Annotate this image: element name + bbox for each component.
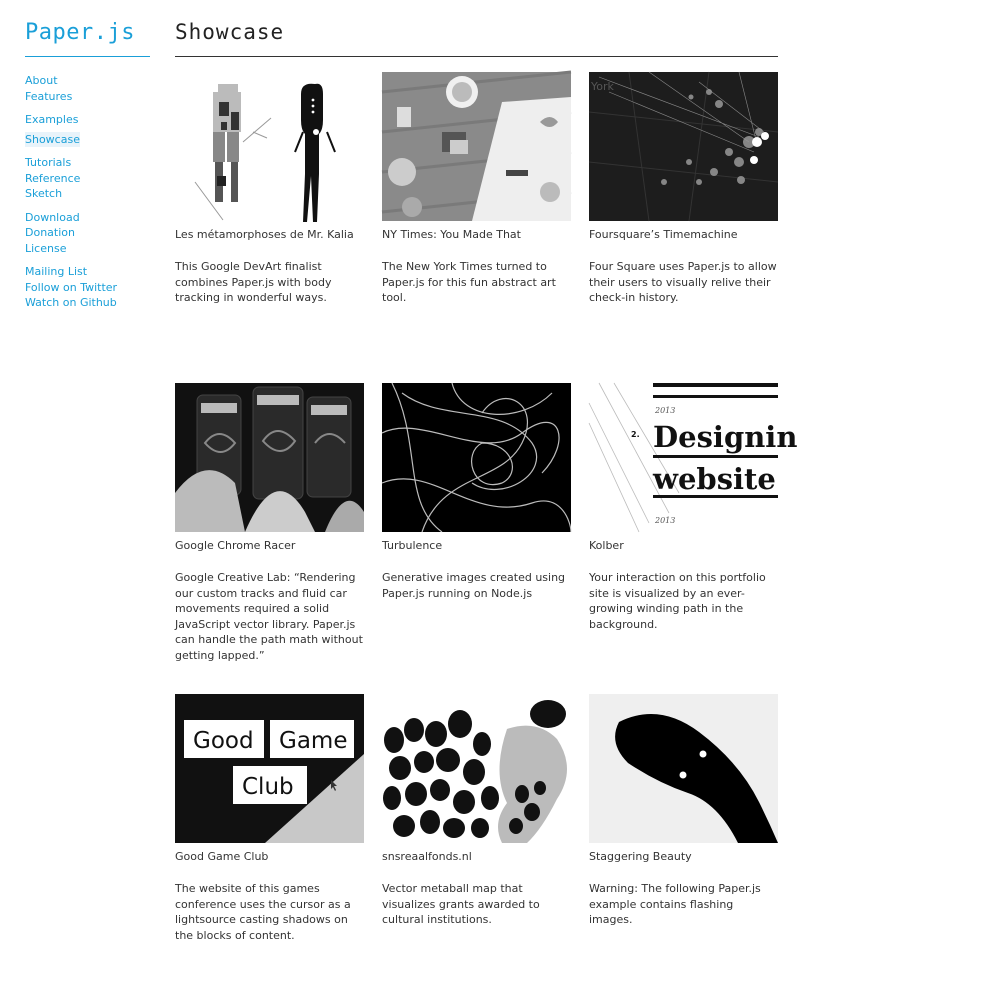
card-description: Warning: The following Paper.js example contains flashing images. — [589, 882, 761, 926]
card-description: This Google DevArt finalist combines Paper.js with body tracking in wonderful ways. — [175, 260, 332, 304]
kolber-number: 2. — [631, 430, 640, 439]
showcase-card — [382, 383, 571, 601]
card-title[interactable]: Kolber — [589, 539, 624, 552]
nav-link-license[interactable]: License — [25, 241, 67, 255]
showcase-card — [589, 694, 778, 928]
thumbnail-good-game-club[interactable] — [175, 694, 364, 843]
foursquare-map — [589, 72, 778, 221]
showcase-card — [382, 694, 571, 928]
thumbnail-kolber[interactable] — [589, 383, 798, 532]
chrome-racer-photo — [175, 383, 364, 532]
ggc-word: Good — [193, 728, 254, 754]
thumbnail-turbulence[interactable] — [382, 383, 571, 532]
logo[interactable] — [25, 20, 150, 57]
good-game-club-art — [175, 694, 364, 843]
card-description: Vector metaball map that visualizes grants awarded to cultural institutions. — [382, 882, 540, 926]
card-title[interactable]: Foursquare’s Timemachine — [589, 228, 738, 241]
logo-text[interactable]: Paper.js — [25, 20, 135, 45]
thumbnail-staggering-beauty[interactable] — [589, 694, 778, 843]
turbulence-art — [382, 383, 571, 532]
kolber-typography — [589, 383, 798, 532]
nav-link-showcase[interactable]: Showcase — [25, 132, 80, 146]
nav-group — [25, 264, 165, 311]
nav-group — [25, 112, 165, 147]
sidebar-nav — [25, 73, 165, 319]
card-title[interactable]: Turbulence — [382, 539, 443, 552]
card-description: Four Square uses Paper.js to allow their users to visually relive their check-in history. — [589, 260, 777, 304]
card-title[interactable]: NY Times: You Made That — [382, 228, 521, 241]
nav-link-tutorials[interactable]: Tutorials — [25, 156, 72, 169]
card-description: Generative images created using Paper.js running on Node.js — [382, 571, 566, 600]
nytimes-illustration — [382, 72, 571, 221]
nav-link-features[interactable]: Features — [25, 89, 73, 103]
thumbnail-snsreaalfonds[interactable] — [382, 694, 571, 843]
nav-link-mailing-list[interactable]: Mailing List — [25, 265, 88, 278]
kolber-year: 2013 — [655, 516, 676, 525]
nav-link-about[interactable]: About — [25, 74, 58, 87]
showcase-card — [175, 72, 364, 306]
card-title[interactable]: Les métamorphoses de Mr. Kalia — [175, 228, 354, 241]
nav-link-examples[interactable]: Examples — [25, 113, 79, 126]
kolber-heading: website — [653, 462, 776, 496]
nav-link-sketch[interactable]: Sketch — [25, 187, 63, 200]
ggc-word: Game — [279, 728, 348, 754]
page-title — [175, 20, 778, 57]
staggering-beauty-art — [589, 694, 778, 843]
card-title[interactable]: Google Chrome Racer — [175, 539, 296, 552]
card-title[interactable]: Good Game Club — [175, 850, 269, 863]
showcase-card — [589, 72, 778, 306]
ggc-word: Club — [242, 774, 294, 800]
nav-group — [25, 210, 165, 257]
thumbnail-kalia[interactable] — [175, 72, 364, 221]
card-description: The New York Times turned to Paper.js for this fun abstract art tool. — [382, 260, 556, 304]
nav-group — [25, 155, 165, 202]
nav-link-twitter[interactable]: Follow on Twitter — [25, 280, 118, 294]
card-description: The website of this games conference uses the cursor as a lightsource casting shadows on the blocks of content. — [175, 882, 351, 942]
showcase-card — [382, 72, 571, 306]
kalia-illustration — [175, 72, 364, 221]
card-title[interactable]: Staggering Beauty — [589, 850, 692, 863]
metaball-map — [382, 694, 571, 843]
card-title[interactable]: snsreaalfonds.nl — [382, 850, 472, 863]
nav-group — [25, 73, 165, 104]
kolber-year: 2013 — [655, 406, 676, 415]
thumbnail-foursquare[interactable] — [589, 72, 778, 221]
nav-link-reference[interactable]: Reference — [25, 171, 81, 185]
map-label: York — [591, 80, 614, 93]
card-description: Google Creative Lab: “Rendering our custom tracks and fluid car movements required a solid JavaScript vector library. Paper.js can handle the path math without getting lapped.” — [175, 571, 363, 662]
thumbnail-chrome-racer[interactable] — [175, 383, 364, 532]
kolber-heading: Designin — [653, 420, 798, 454]
nav-link-donation[interactable]: Donation — [25, 226, 75, 239]
showcase-card — [175, 694, 364, 943]
showcase-card — [175, 383, 364, 663]
page-title-text: Showcase — [175, 20, 285, 44]
card-description: Your interaction on this portfolio site is visualized by an ever-growing winding path in the background. — [589, 571, 766, 631]
thumbnail-nytimes[interactable] — [382, 72, 571, 221]
nav-link-github[interactable]: Watch on Github — [25, 296, 117, 309]
showcase-card — [589, 383, 798, 632]
nav-link-download[interactable]: Download — [25, 210, 80, 224]
